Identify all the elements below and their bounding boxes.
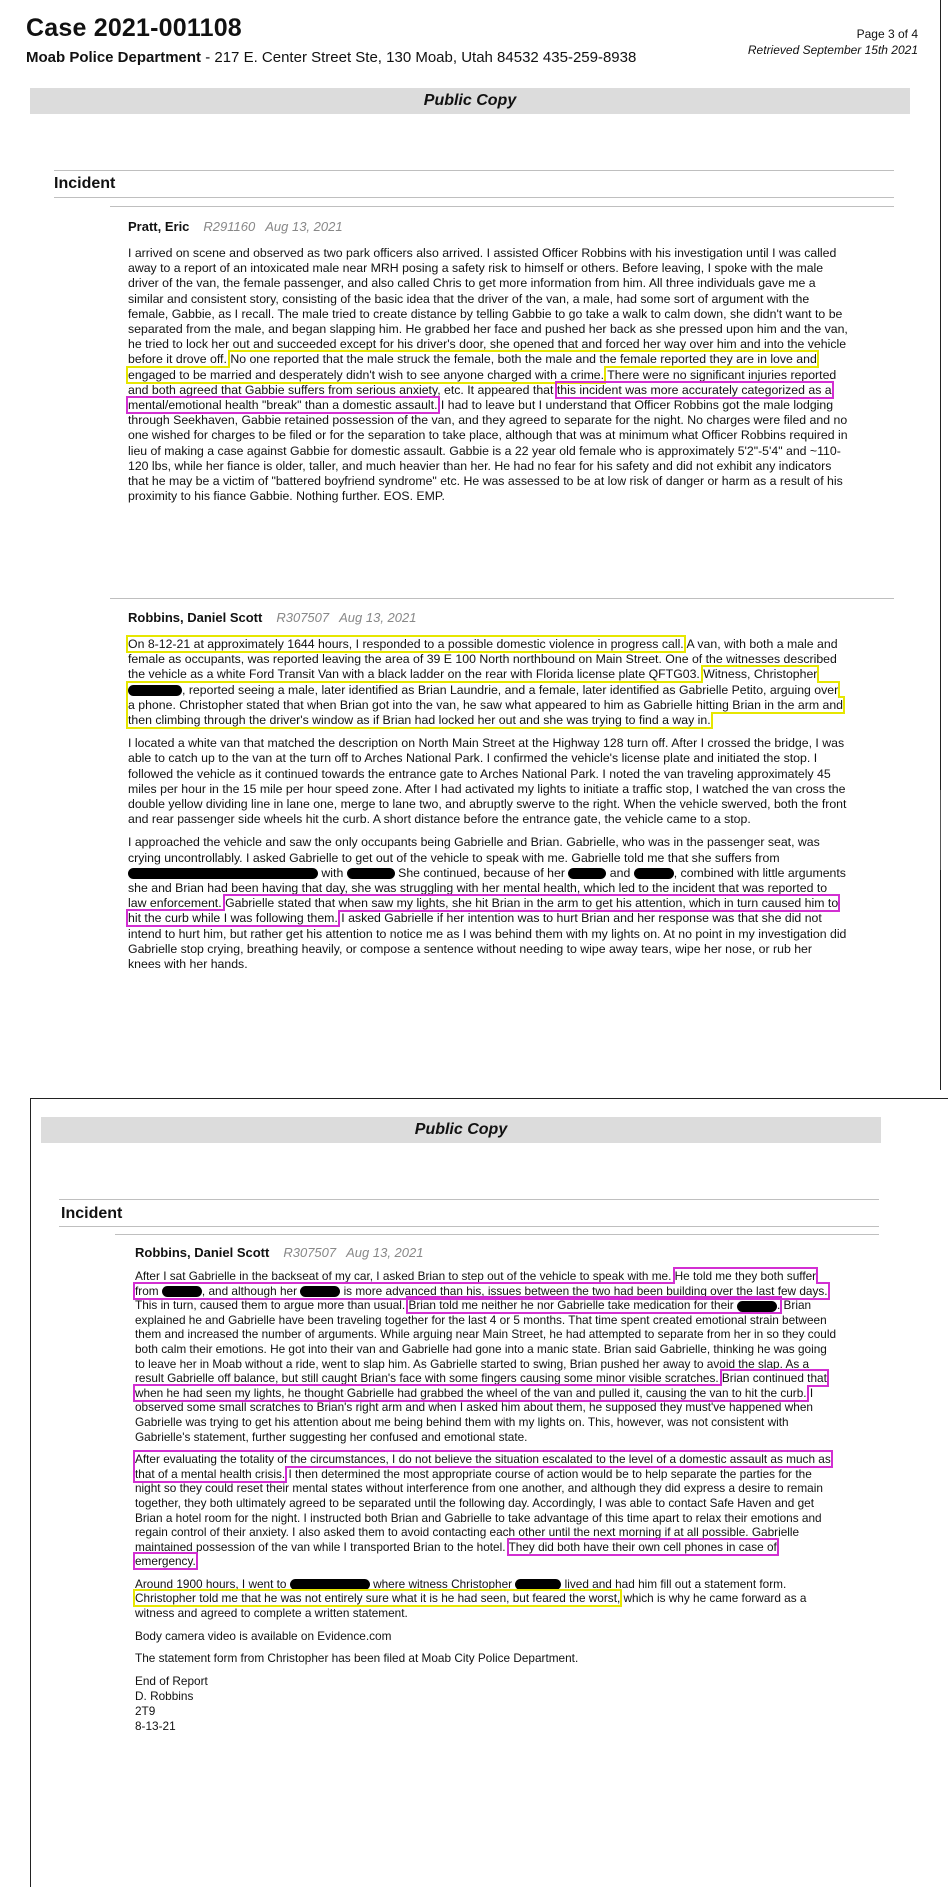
paragraph: Body camera video is available on Evidence.com: [135, 1628, 392, 1643]
redaction-mark: [128, 685, 182, 696]
narrative-text: She continued, because of her: [394, 865, 569, 880]
highlight-yellow: On 8-12-21 at approximately 1644 hours, I responded to a possible domestic violence in progress call.: [128, 637, 684, 651]
department-address: - 217 E. Center Street Ste, 130 Moab, Utah 84532 435-259-8938: [201, 49, 637, 66]
highlight-magenta: Brian continued that when he had seen my lights, he thought Gabrielle had grabbed the wheel of the van and pulled it, causing the van to hit the curb.: [135, 1371, 827, 1400]
divider: [110, 206, 894, 207]
narrative-text: I approached the vehicle and saw the only occupants being Gabrielle and Brian. Gabrielle, who was in the passenger seat, was crying uncontrollably. I asked Gabrielle to get out of the vehicle to speak with me. Gabrielle told me that she suffers from: [128, 835, 820, 865]
highlight-magenta: Gabrielle stated that when saw my lights, she hit Brian in the arm to get his attention, which in turn caused him to hit the curb while I was following them.: [128, 896, 839, 926]
narrative-text: with: [318, 865, 347, 880]
narrative-text: This in turn, caused them to argue more than usual.: [135, 1298, 409, 1313]
public-copy-banner: Public Copy: [41, 1117, 881, 1143]
signature-block: [135, 1674, 839, 1734]
section-title: Incident: [54, 175, 116, 192]
highlight-magenta: After evaluating the totality of the circumstances, I do not believe the situation escalated to the level of a domestic assault as much as that of a mental health crisis.: [135, 1452, 831, 1481]
department-name: Moab Police Department: [26, 49, 202, 66]
highlight-yellow: Christopher told me that he was not entirely sure what it is he had seen, but feared the worst,: [135, 1591, 621, 1606]
scan-edge-mark: [940, 790, 941, 870]
signature-line: 2T9: [135, 1703, 156, 1718]
narrative-text: and: [606, 865, 634, 880]
narrative-text: .: [776, 1298, 781, 1313]
redaction-mark: [300, 1286, 340, 1297]
redaction-mark: [515, 1579, 561, 1590]
signature-line: D. Robbins: [135, 1688, 194, 1703]
divider: [110, 598, 894, 599]
entry-header-robbins: [135, 1245, 423, 1260]
case-number: Case 2021-001108: [26, 14, 242, 42]
badge-number: R291160: [203, 219, 256, 234]
report-page-4: [30, 1098, 948, 1887]
narrative-text: After I sat Gabrielle in the backseat of my car, I asked Brian to step out of the vehicle to speak with me.: [135, 1269, 675, 1283]
redaction-mark: [347, 868, 395, 879]
redaction-mark: [634, 868, 674, 879]
narrative-text: Brian told me neither he nor Gabrielle take medication for their: [408, 1298, 734, 1313]
entry-header-robbins: [128, 610, 416, 625]
narrative-text: He told me they both suffer from: [135, 1269, 817, 1298]
narrative-text: where witness Christopher: [373, 1576, 513, 1591]
narrative-text: Brian explained he and Gabrielle have been traveling together for the last 4 or 5 months. That time spent created emotional strain between them and increased the number of arguments. While arguing near Main Street, he had attempted to separate from her in so they could both calm their emotions. He got into their van and Gabrielle had gone into a manic state. Brian said Gabrielle, thinking he was going to leave her in Moab without a ride, went to slap him. As Gabrielle started to swing, Brian pushed her away to avoid the slap. As a result Gabrielle off balance, but still caught Brian's face with some fingers causing some minor visible scratches.: [135, 1298, 836, 1386]
narrative-text: Witness, Christopher: [703, 667, 818, 682]
narrative-pratt: [128, 246, 848, 504]
divider: [54, 197, 894, 198]
narrative-text: is more advanced than his, issues between the two had been building over the last few days.: [343, 1283, 828, 1298]
narrative-text: which is why he came forward as a witness and agreed to complete a written statement.: [135, 1591, 807, 1621]
retrieved-date: Retrieved September 15th 2021: [747, 43, 918, 57]
narrative-text: I observed some small scratches to Brian's right arm and when I asked him about them, he supposed they must've happened when Gabrielle was trying to get his attention about me being behind them with my lights on. This, however, was not consistent with Gabrielle's statement, further suggesting her confused and emotional state.: [135, 1385, 814, 1444]
entry-date: Aug 13, 2021: [339, 610, 417, 625]
narrative-robbins: [128, 637, 848, 980]
divider: [54, 170, 894, 171]
page-number: Page 3 of 4: [856, 27, 918, 41]
redaction-mark: [290, 1579, 370, 1590]
narrative-text: There were no significant injuries reported and both agreed that Gabbie suffers from serious anxiety, etc. It appeared that: [128, 367, 837, 397]
divider: [115, 1234, 879, 1235]
badge-number: R307507: [283, 1245, 337, 1260]
narrative-text: I then determined the most appropriate course of action would be to help separate the parties for the night so they could reset their mental states without interference from one another, and although they did express a desire to remain together, they both ultimately agreed to be separated until the following day. Accordingly, I was able to contact Safe Haven and get Brian a hotel room for the night. I instructed both Brian and Gabrielle to take advantage of this time apart to relax their emotions and regain control of their anxiety. I also asked them to avoid contacting each other until the next morning if at all possible. Gabrielle maintained possession of the van while I transported Brian to the hotel.: [135, 1466, 823, 1554]
narrative-text: I asked Gabrielle if her intention was to hurt Brian and her response was that she did not intend to hurt him, but rather get his attention to notice me as I was behind them with my lights on. At no point in my investigation did Gabrielle stop crying, breathing heavily, or compose a sentence without needing to wipe away tears, wipe her nose, or rub her knees with her hands.: [128, 911, 847, 972]
entry-header-pratt: [128, 219, 343, 234]
highlight-magenta: this incident was more accurately categorized as a mental/emotional health "break" than a domestic assault.: [128, 382, 832, 413]
redaction-mark: [162, 1286, 202, 1297]
officer-name: Robbins, Daniel Scott: [135, 1245, 270, 1260]
redaction-mark: [128, 868, 318, 879]
divider: [59, 1226, 879, 1227]
narrative-text: , and although her: [201, 1283, 297, 1298]
signature-line: 8-13-21: [135, 1718, 176, 1733]
highlight-magenta: They did both have their own cell phones in case of emergency.: [135, 1539, 777, 1569]
officer-name: Pratt, Eric: [128, 219, 190, 234]
officer-name: Robbins, Daniel Scott: [128, 610, 263, 625]
paragraph: The statement form from Christopher has been filed at Moab City Police Department.: [135, 1651, 579, 1666]
entry-date: Aug 13, 2021: [265, 219, 343, 234]
divider: [59, 1199, 879, 1200]
badge-number: R307507: [276, 610, 330, 625]
redaction-mark: [568, 868, 606, 879]
section-title: Incident: [61, 1205, 123, 1222]
narrative-text: , reported seeing a male, later identified as Brian Laundrie, and a female, later identified as Gabrielle Petito, arguing over a phone. Christopher stated that when Brian got into the van, he saw what appeared to him as Gabrielle hitting Brian in the arm and then climbing through the driver's window as if Brian had locked her out and she was trying to find a way in.: [128, 682, 844, 728]
highlight-magenta: [408, 1298, 780, 1312]
signature-line: End of Report: [135, 1673, 208, 1688]
narrative-robbins-continued: [135, 1269, 839, 1734]
department-line: [26, 49, 636, 66]
narrative-text: lived and had him fill out a statement form.: [564, 1576, 787, 1591]
narrative-text: I arrived on scene and observed as two park officers also arrived. I assisted Officer Robbins with his investigation until I was called away to a report of an intoxicated male near MRH posing a safety risk to himself or others. Before leaving, I spoke with the male driver of the van, the female passenger, and also called Chris to get more information from him. All three individuals gave me a similar and consistent story, consisting of the basic idea that the driver of the van, a male, had some sort of argument with the female, Gabbie, as I recall. The male tried to create distance by telling Gabbie to go take a walk to calm down, she didn't want to be separated from the male, and began slapping him. He grabbed her face and pushed her back as she pressed upon him and the van, he tried to lock her out and succeeded except for his driver's door, she opened that and forced her way over him and into the vehicle before it drove off.: [128, 246, 848, 367]
entry-date: Aug 13, 2021: [346, 1245, 424, 1260]
narrative-text: A van, with both a male and female as occupants, was reported leaving the area of 39 E 100 North northbound on Main Street. One of the witnesses described the vehicle as a white Ford Transit Van with a black ladder on the rear with Florida license plate QFTG03.: [128, 637, 838, 682]
redaction-mark: [737, 1301, 777, 1312]
public-copy-banner: Public Copy: [30, 88, 910, 114]
paragraph: I located a white van that matched the description on North Main Street at the Highway 128 turn off. After I crossed the bridge, I was able to catch up to the van at the turn off to Arches National Park. I confirmed the vehicle's license plate and initiated the stop. I followed the vehicle as it continued towards the entrance gate to Arches National Park. I noted the van traveling approximately 45 miles per hour in the 15 mile per hour speed zone. After I had activated my lights to initiate a traffic stop, I watched the van cross the double yellow dividing line in lane one, merge to lane two, and abruptly swerve to the right. When the vehicle swerved, both the front and rear passenger side wheels hit the curb. A short distance before the entrance gate, the vehicle came to a stop.: [128, 736, 847, 827]
narrative-text: Around 1900 hours, I went to: [135, 1576, 287, 1591]
narrative-text: , combined with little arguments she and Brian had been having that day, she was struggling with her mental health, which led to the incident that was reported to law enforcement.: [128, 865, 846, 911]
highlight-yellow: No one reported that the male struck the female, both the male and the female reported they are in love and engaged to be married and desperately didn't wish to see anyone charged with a crime.: [128, 352, 817, 382]
narrative-text: I had to leave but I understand that Officer Robbins got the male lodging through Seekhaven, Gabbie retained possession of the van, and they agreed to separate for the night. No charges were filed and no one wished for charges to be filed or for the separation to take place, although that was at minimum what Officer Robbins required in lieu of making a case against Gabbie for domestic assault. Gabbie is a 22 year old female who is approximately 5'2"-5'4" and ~110-120 lbs, while her fiance is older, taller, and much heavier than her. He had no fear for his safety and did not exhibit any indicators that he may be a victim of "battered boyfriend syndrome" etc. He was assessed to be at low risk of danger or harm as a result of his proximity to his fiance Gabbie. Nothing further. EOS. EMP.: [128, 398, 848, 504]
